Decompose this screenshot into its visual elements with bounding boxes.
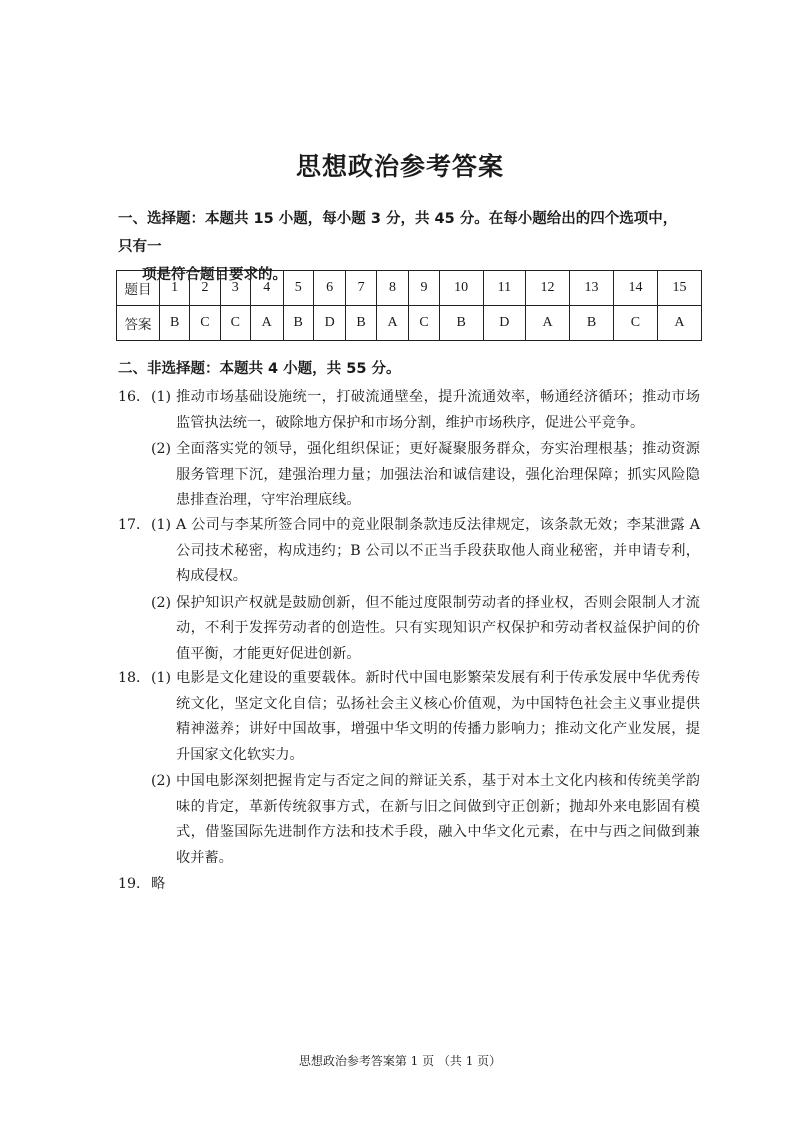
page-footer: 思想政治参考答案第 1 页 （共 1 页） — [298, 1054, 502, 1068]
answer-cell: C — [613, 306, 657, 341]
question-18 — [118, 666, 700, 871]
part-text: 全面落实党的领导，强化组织保证；更好凝聚服务群众，夯实治理根基；推动资源服务管理下沉，建强治理力量；加强法治和诚信建设，强化治理保障；抓实风险隐患排查治理，守牢治理底线。 — [176, 441, 700, 508]
part-tag: (2) — [151, 441, 172, 457]
question-number-cell: 10 — [439, 271, 483, 306]
question-part — [151, 591, 700, 668]
part-text: 保护知识产权就是鼓励创新，但不能过度限制劳动者的择业权，否则会限制人才流动，不利于发挥劳动者的创造性。只有实现知识产权保护和劳动者权益保护间的价值平衡，才能更好促进创新。 — [176, 594, 700, 662]
row-label-answer: 答案 — [117, 306, 160, 341]
answer-cell: C — [190, 306, 220, 341]
part-tag: (1) — [151, 670, 172, 686]
part-tag: (1) — [151, 517, 172, 533]
section-1-heading-line1: 一、选择题：本题共 15 小题，每小题 3 分，共 45 分。在每小题给出的四个选项中，只有一 — [118, 211, 678, 255]
answer-cell: B — [283, 306, 313, 341]
answer-cell: B — [439, 306, 483, 341]
question-19 — [118, 872, 700, 898]
question-number: 16． — [118, 389, 151, 405]
answer-cell: A — [250, 306, 283, 341]
answer-cell: C — [409, 306, 439, 341]
question-number-cell: 8 — [376, 271, 409, 306]
question-17 — [118, 513, 700, 667]
question-number-cell: 5 — [283, 271, 313, 306]
row-label-number: 题目 — [117, 271, 160, 306]
part-tag: (2) — [151, 773, 172, 789]
question-number-cell: 3 — [220, 271, 250, 306]
question-part — [151, 513, 700, 590]
question-number-cell: 2 — [190, 271, 220, 306]
part-tag: (2) — [151, 594, 172, 611]
part-text: 中国电影深刻把握肯定与否定之间的辩证关系，基于对本土文化内核和传统美学韵味的肯定，革新传统叙事方式，在新与旧之间做到守正创新；抛却外来电影固有模式，借鉴国际先进制作方法和技术手段，融入中华文化元素，在中与西之间做到兼收并蓄。 — [176, 773, 700, 866]
question-number: 17． — [118, 517, 151, 533]
question-number-cell: 6 — [313, 271, 346, 306]
question-part — [151, 385, 700, 436]
question-number-cell: 4 — [250, 271, 283, 306]
answer-cell: B — [346, 306, 376, 341]
section-2-heading: 二、非选择题：本题共 4 小题，共 55 分。 — [118, 361, 401, 377]
part-text: A 公司与李某所签合同中的竞业限制条款违反法律规定，该条款无效；李某泄露 A 公司技术秘密，构成违约；B 公司以不正当手段获取他人商业秘密，并申请专利，构成侵权。 — [176, 517, 700, 584]
question-number-cell: 9 — [409, 271, 439, 306]
answer-cell: D — [483, 306, 525, 341]
answer-cell: B — [160, 306, 190, 341]
part-tag: (1) — [151, 389, 172, 405]
question-part — [151, 437, 700, 514]
page-title: 思想政治参考答案 — [295, 152, 504, 181]
question-number-cell: 14 — [613, 271, 657, 306]
answer-cell: C — [220, 306, 250, 341]
section-1-heading-line2: 项是符合题目要求的。 — [142, 267, 287, 283]
question-number: 19． — [118, 876, 151, 892]
question-number-cell: 1 — [160, 271, 190, 306]
answer-cell: D — [313, 306, 346, 341]
answer-cell: A — [657, 306, 701, 341]
answer-table-answer-row — [117, 306, 702, 341]
part-text: 电影是文化建设的重要载体。新时代中国电影繁荣发展有利于传承发展中华优秀传统文化，坚定文化自信；弘扬社会主义核心价值观，为中国特色社会主义事业提供精神滋养；讲好中国故事，增强中华文明的传播力影响力；推动文化产业发展，提升国家文化软实力。 — [176, 670, 700, 763]
question-number-cell: 7 — [346, 271, 376, 306]
answer-table-number-row — [117, 271, 702, 306]
question-16 — [118, 385, 700, 514]
answer-table — [116, 270, 702, 341]
question-part — [151, 769, 700, 871]
question-number-cell: 12 — [526, 271, 570, 306]
question-number-cell: 15 — [657, 271, 701, 306]
question-number-cell: 13 — [570, 271, 614, 306]
part-text: 推动市场基础设施统一，打破流通壁垒，提升流通效率，畅通经济循环；推动市场监管执法统一，破除地方保护和市场分割，维护市场秩序，促进公平竞争。 — [176, 389, 700, 431]
question-number: 18． — [118, 670, 151, 686]
answer-cell: A — [376, 306, 409, 341]
question-number-cell: 11 — [483, 271, 525, 306]
answer-cell: A — [526, 306, 570, 341]
question-part — [151, 666, 700, 768]
answer-cell: B — [570, 306, 614, 341]
part-text: 略 — [151, 876, 166, 892]
